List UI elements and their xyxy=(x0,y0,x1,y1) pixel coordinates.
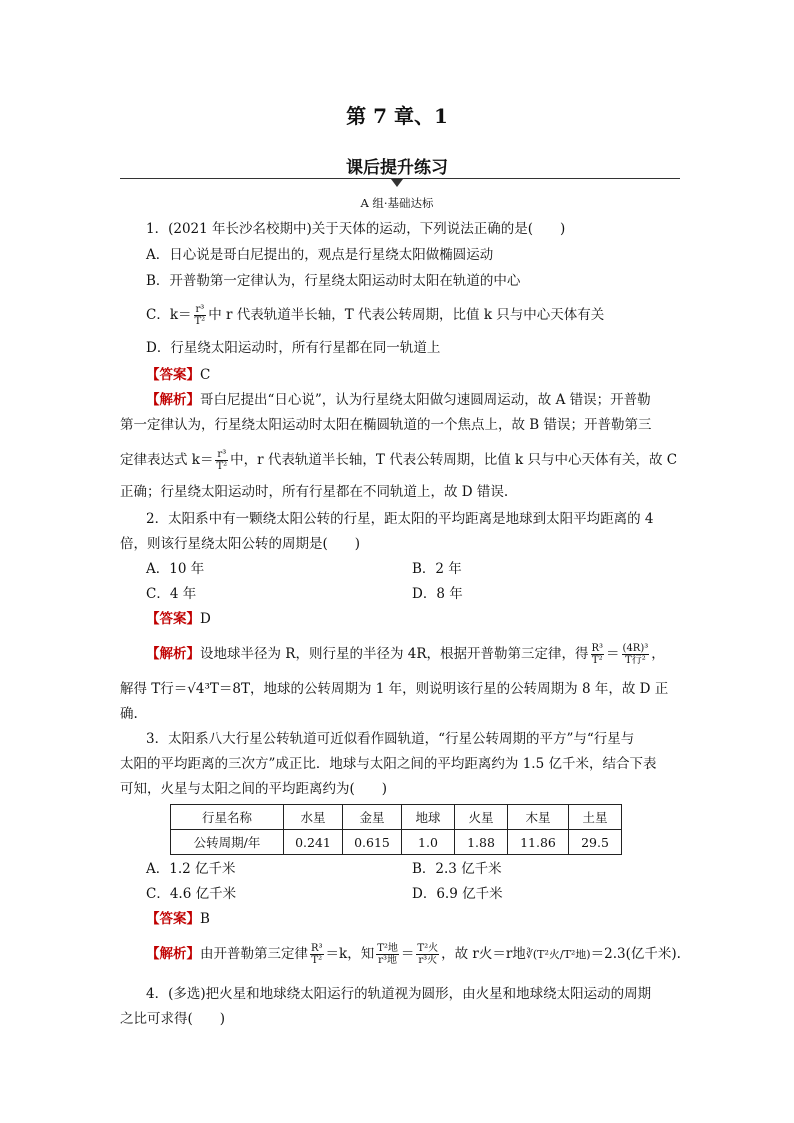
q3-answer-value: B xyxy=(200,911,210,927)
q3-ana-mid1: ＝k，知 xyxy=(325,946,375,962)
q1-stem: 1．(2021 年长沙名校期中)关于天体的运动，下列说法正确的是( ) xyxy=(146,221,566,237)
q2-ana1-prefix: 设地球半径为 R，则行星的半径为 4R，根据开普勒第三定律，得 xyxy=(200,646,589,662)
table-cell: 火星 xyxy=(455,805,508,830)
table-cell: 1.0 xyxy=(402,830,455,855)
q2-ana-eq: ＝ xyxy=(606,646,620,662)
q3-f1-den: T² xyxy=(311,955,323,966)
table-cell: 0.615 xyxy=(343,830,402,855)
table-cell: 0.241 xyxy=(284,830,343,855)
q1-analysis-text-4: 正确；行星绕太阳运动时，所有行星都在不同轨道上，故 D 错误. xyxy=(120,484,509,500)
answer-tag: 【答案】 xyxy=(146,367,200,383)
q3-ana-eq: ＝ xyxy=(400,946,415,962)
q2-option-a: A．10 年 xyxy=(146,561,205,577)
q1-option-d: D．行星绕太阳运动时，所有行星都在同一轨道上 xyxy=(146,340,441,356)
q2-answer xyxy=(146,610,211,628)
q2-stem-2: 倍，则该行星绕太阳公转的周期是( ) xyxy=(120,536,361,552)
table-cell: 木星 xyxy=(508,805,569,830)
q3-fraction-1 xyxy=(310,943,324,966)
table-cell: 行星名称 xyxy=(171,805,284,830)
table-cell: 29.5 xyxy=(569,830,622,855)
q3-f3-den: r³火 xyxy=(418,955,438,966)
q1-ana3-num: r³ xyxy=(217,449,227,460)
q1-analysis-text-2: 第一定律认为，行星绕太阳运动时太阳在椭圆轨道的一个焦点上，故 B 错误；开普勒第三 xyxy=(120,417,652,433)
table-row xyxy=(171,830,622,855)
table-cell: 1.88 xyxy=(455,830,508,855)
q1-ana3-suffix: 中，r 代表轨道半长轴，T 代表公转周期，比值 k 只与中心天体有关，故 C xyxy=(230,452,678,468)
q1-c-prefix: C．k＝ xyxy=(146,307,192,323)
table-cell: 公转周期/年 xyxy=(171,830,284,855)
q1-ana3-prefix: 定律表达式 k＝ xyxy=(120,452,214,468)
q4-stem-2: 之比可求得( ) xyxy=(120,1011,226,1027)
q3-ana-prefix: 由开普勒第三定律 xyxy=(200,946,308,962)
q1-analysis-line-3 xyxy=(120,449,677,472)
q1-analysis-text-1: 哥白尼提出“日心说”，认为行星绕太阳做匀速圆周运动，故 A 错误；开普勒 xyxy=(200,392,651,408)
q2-option-c: C．4 年 xyxy=(146,586,197,602)
table-cell: 土星 xyxy=(569,805,622,830)
q2-f1-den: T² xyxy=(591,655,603,666)
q2-analysis-line-1 xyxy=(146,643,665,666)
q1-option-a: A．日心说是哥白尼提出的，观点是行星绕太阳做椭圆运动 xyxy=(146,247,494,263)
q3-ana-mid2: ，故 r火＝r地 xyxy=(441,946,526,962)
q3-stem-2: 太阳的平均距离的三次方”成正比．地球与太阳之间的平均距离约为 1.5 亿千米，结合下表 xyxy=(120,756,657,772)
q2-analysis-text-2: 解得 T行＝√4³T＝8T，地球的公转周期为 1 年，则说明该行星的公转周期为 8 年，故 D 正 xyxy=(120,681,669,697)
q1-c-num: r³ xyxy=(195,304,205,315)
q2-f1-num: R³ xyxy=(591,643,604,654)
q3-f2-num: T²地 xyxy=(377,943,398,954)
q2-f2-den: T行² xyxy=(625,655,646,666)
q3-ana-root: ∛(T²火/T²地) xyxy=(525,948,591,961)
q3-stem-3: 可知，火星与太阳之间的平均距离约为( ) xyxy=(120,781,388,797)
q3-stem-1: 3．太阳系八大行星公转轨道可近似看作圆轨道，“行星公转周期的平方”与“行星与 xyxy=(146,731,635,747)
q3-fraction-2 xyxy=(376,943,399,966)
table-cell: 金星 xyxy=(343,805,402,830)
q1-c-den: T² xyxy=(194,316,206,327)
q3-f1-num: R³ xyxy=(311,943,323,954)
q2-ana-fraction-1 xyxy=(591,643,605,666)
q2-f2-num: (4R)³ xyxy=(622,643,649,654)
q2-analysis-text-3: 确. xyxy=(120,706,138,722)
group-label: A 组·基础达标 xyxy=(360,196,434,210)
q3-option-c: C．4.6 亿千米 xyxy=(146,886,237,902)
q3-option-b: B．2.3 亿千米 xyxy=(412,861,502,877)
q4-stem-1: 4．(多选)把火星和地球绕太阳运行的轨道视为圆形，由火星和地球绕太阳运动的周期 xyxy=(146,986,652,1002)
table-cell: 11.86 xyxy=(508,830,569,855)
q1-answer-value: C xyxy=(200,367,211,383)
section-title: 课后提升练习 xyxy=(346,158,448,178)
q1-option-c xyxy=(146,304,604,327)
q3-answer xyxy=(146,910,210,928)
q3-ana-suffix: ＝2.3(亿千米). xyxy=(590,946,681,962)
planet-period-table xyxy=(170,804,622,855)
q2-answer-value: D xyxy=(200,611,211,627)
q3-f2-den: r³地 xyxy=(378,955,397,966)
q3-analysis-line xyxy=(146,943,681,966)
table-cell: 水星 xyxy=(284,805,343,830)
q1-c-suffix: 中 r 代表轨道半长轴，T 代表公转周期，比值 k 只与中心天体有关 xyxy=(208,307,605,323)
q1-analysis-line xyxy=(146,391,651,409)
q1-ana3-den: T² xyxy=(216,461,228,472)
q2-stem-1: 2．太阳系中有一颗绕太阳公转的行星，距太阳的平均距离是地球到太阳平均距离的 4 xyxy=(146,511,654,527)
q3-option-a: A．1.2 亿千米 xyxy=(146,861,236,877)
down-arrow-icon xyxy=(391,179,403,187)
q1-option-b: B．开普勒第一定律认为，行星绕太阳运动时太阳在轨道的中心 xyxy=(146,273,521,289)
table-cell: 地球 xyxy=(402,805,455,830)
table-row xyxy=(171,805,622,830)
answer-tag: 【答案】 xyxy=(146,911,200,927)
answer-tag: 【答案】 xyxy=(146,611,200,627)
q1-answer xyxy=(146,366,210,384)
q2-option-d: D．8 年 xyxy=(412,586,463,602)
q1-ana3-fraction xyxy=(215,449,228,472)
chapter-title: 第 7 章、1 xyxy=(346,104,448,128)
q3-f3-num: T²火 xyxy=(417,943,439,954)
analysis-tag: 【解析】 xyxy=(146,946,200,962)
analysis-tag: 【解析】 xyxy=(146,392,200,408)
q1-c-fraction xyxy=(194,304,207,327)
q3-fraction-3 xyxy=(416,943,439,966)
q2-option-b: B．2 年 xyxy=(412,561,462,577)
q2-ana-fraction-2 xyxy=(622,643,650,666)
analysis-tag: 【解析】 xyxy=(146,646,200,662)
q2-ana1-suffix: ， xyxy=(651,646,665,662)
q3-option-d: D．6.9 亿千米 xyxy=(412,886,503,902)
